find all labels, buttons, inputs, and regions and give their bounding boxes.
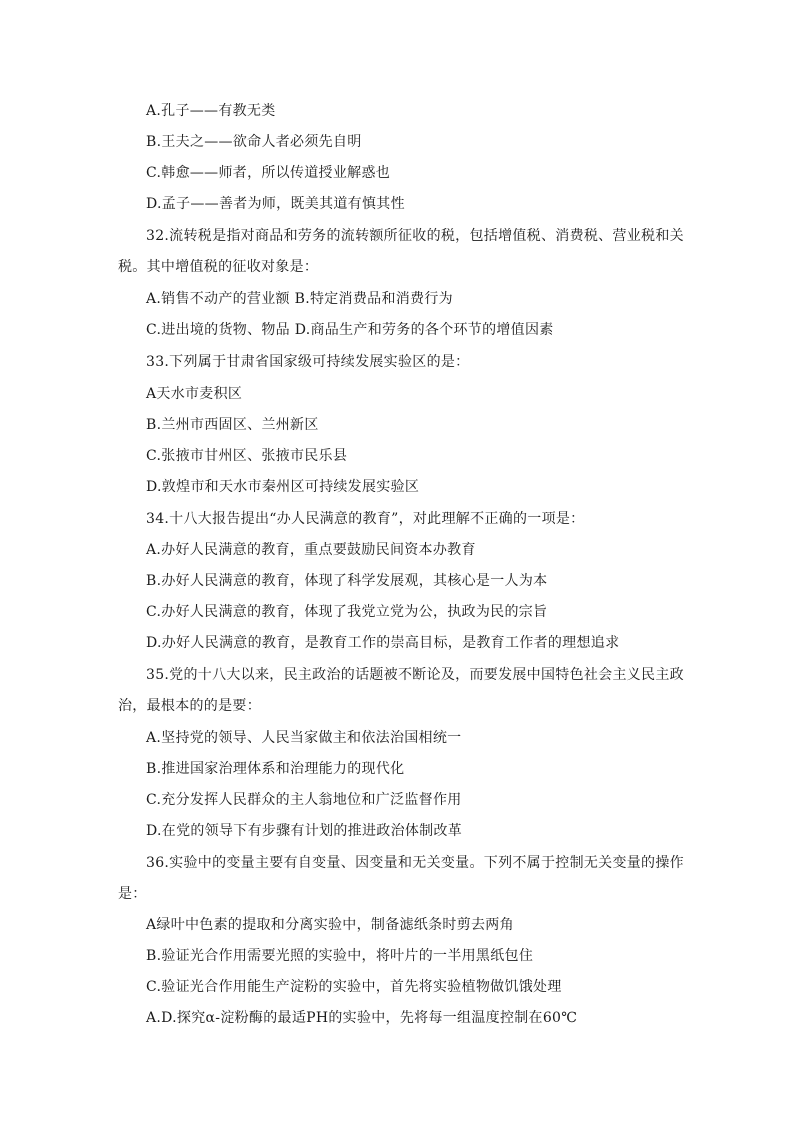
question-35-stem: 35.党的十八大以来，民主政治的话题被不断论及，而要发展中国特色社会主义民主政	[146, 667, 684, 683]
option-d-q36: A.D.探究α-淀粉酶的最适PH的实验中，先将每一组温度控制在60℃	[146, 1010, 578, 1026]
option-a-q36: A绿叶中色素的提取和分离实验中，制备滤纸条时剪去两角	[146, 917, 514, 933]
option-c-q31: C.韩愈——师者，所以传道授业解惑也	[146, 165, 391, 181]
option-c-q36: C.验证光合作用能生产淀粉的实验中，首先将实验植物做饥饿处理	[146, 979, 562, 995]
option-c-q34: C.办好人民满意的教育，体现了我党立党为公，执政为民的宗旨	[146, 604, 548, 620]
option-c-q33: C.张掖市甘州区、张掖市民乐县	[146, 448, 348, 464]
option-a-q35: A.坚持党的领导、人民当家做主和依法治国相统一	[146, 730, 462, 746]
option-d-q35: D.在党的领导下有步骤有计划的推进政治体制改革	[146, 823, 463, 839]
option-b-q36: B.验证光合作用需要光照的实验中，将叶片的一半用黑纸包住	[146, 948, 534, 964]
question-32-stem-cont: 税。其中增值税的征收对象是：	[118, 259, 319, 275]
options-cd-q32: C.进出境的货物、物品 D.商品生产和劳务的各个环节的增值因素	[146, 322, 554, 338]
option-d-q33: D.敦煌市和天水市秦州区可持续发展实验区	[146, 479, 420, 495]
options-ab-q32: A.销售不动产的营业额 B.特定消费品和消费行为	[146, 291, 453, 307]
option-b-q34: B.办好人民满意的教育，体现了科学发展观，其核心是一人为本	[146, 573, 548, 589]
option-b-q35: B.推进国家治理体系和治理能力的现代化	[146, 761, 405, 777]
option-b-q33: B.兰州市西固区、兰州新区	[146, 417, 319, 433]
option-d-q31: D.孟子——善者为师，既美其道有慎其性	[146, 196, 405, 212]
question-36-stem: 36.实验中的变量主要有自变量、因变量和无关变量。下列不属于控制无关变量的操作	[146, 855, 684, 871]
option-a-q31: A.孔子——有教无类	[146, 103, 276, 119]
question-35-stem-cont: 治，最根本的的是要：	[118, 698, 261, 714]
option-a-q33: A天水市麦积区	[146, 386, 243, 402]
question-33-stem: 33.下列属于甘肃省国家级可持续发展实验区的是：	[146, 354, 470, 370]
question-36-stem-cont: 是：	[118, 886, 147, 902]
option-c-q35: C.充分发挥人民群众的主人翁地位和广泛监督作用	[146, 792, 462, 808]
question-32-stem: 32.流转税是指对商品和劳务的流转额所征收的税，包括增值税、消费税、营业税和关	[146, 228, 684, 244]
question-34-stem: 34.十八大报告提出“办人民满意的教育”，对此理解不正确的一项是：	[146, 511, 585, 527]
option-d-q34: D.办好人民满意的教育，是教育工作的崇高目标，是教育工作者的理想追求	[146, 635, 620, 651]
option-a-q34: A.办好人民满意的教育，重点要鼓励民间资本办教育	[146, 542, 476, 558]
option-b-q31: B.王夫之——欲命人者必须先自明	[146, 134, 362, 150]
